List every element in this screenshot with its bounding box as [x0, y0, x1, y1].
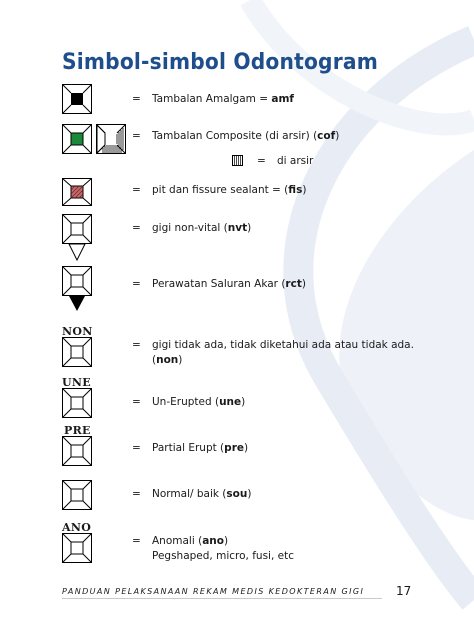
footer-divider [62, 598, 382, 599]
non-vital-tooth-icon [62, 214, 92, 262]
page-number: 17 [396, 584, 412, 598]
hatched-square-icon [232, 155, 243, 166]
legend-row-non: = gigi tidak ada, tidak diketahui ada atau tidak ada. (non) [132, 339, 414, 366]
une-caption: UNE [62, 376, 91, 389]
legend-row-root-canal: = Perawatan Saluran Akar (rct) [132, 278, 306, 290]
legend-row-ano: = Anomali (ano) Pegshaped, micro, fusi, etc [132, 535, 294, 562]
composite-hatched-tooth-icon [96, 124, 126, 154]
page-title: Simbol-simbol Odontogram [62, 50, 379, 75]
amalgam-filled-tooth-icon [62, 84, 92, 114]
tooth-icon [62, 337, 92, 367]
legend-row-hatched: = di arsir [257, 155, 314, 167]
legend-row-composite: = Tambalan Composite (di arsir) (cof) [132, 130, 340, 142]
pre-caption: PRE [64, 424, 91, 437]
legend-row-pre: = Partial Erupt (pre) [132, 442, 249, 454]
tooth-icon [62, 388, 92, 418]
root-canal-tooth-icon [62, 266, 92, 312]
composite-tooth-icon [62, 124, 92, 154]
legend-row-non-vital: = gigi non-vital (nvt) [132, 222, 252, 234]
legend-row-sealant: = pit dan fissure sealant = (fis) [132, 184, 307, 196]
non-caption: NON [62, 325, 93, 338]
tooth-icon [62, 533, 92, 563]
tooth-icon [62, 480, 92, 510]
tooth-icon [62, 436, 92, 466]
sealant-tooth-icon [62, 178, 92, 206]
footer-text: PANDUAN PELAKSANAAN REKAM MEDIS KEDOKTERAN GIGI [62, 587, 365, 596]
legend-row-normal: = Normal/ baik (sou) [132, 488, 252, 500]
legend-row-une: = Un-Erupted (une) [132, 396, 246, 408]
legend-row-amalgam: = Tambalan Amalgam = amf [132, 93, 294, 105]
ano-caption: ANO [62, 521, 92, 534]
